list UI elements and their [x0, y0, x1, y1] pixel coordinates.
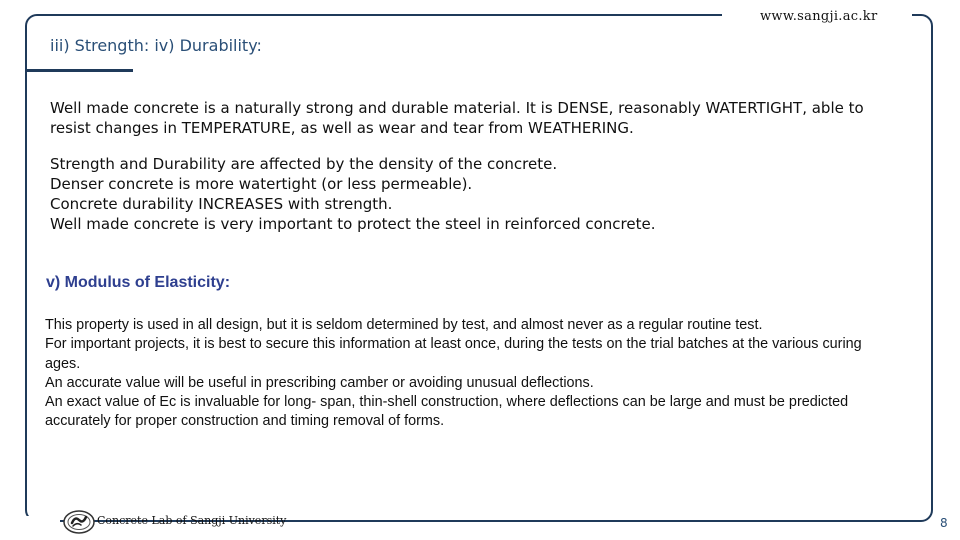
intro-paragraph: Well made concrete is a naturally strong and durable material. It is DENSE, reasonably WATERTIGHT, able to resist changes in TEMPERATURE, as well as wear and tear from WEATHERING. — [50, 99, 864, 137]
modulus-line: This property is used in all design, but it is seldom determined by test, and almost never as a regular routine test. — [45, 317, 763, 333]
modulus-line: An exact value of Ec is invaluable for long- span, thin-shell construction, where deflections can be large and must be predicted accurately for proper construction and timing removal of forms. — [45, 394, 849, 430]
page-number: 8 — [940, 516, 948, 530]
title-underline — [27, 69, 133, 72]
frame-gap-bottom — [24, 516, 60, 528]
section-title-modulus: v) Modulus of Elasticity: — [46, 274, 231, 291]
slide-frame — [25, 14, 933, 522]
durability-line: Strength and Durability are affected by the density of the concrete. — [50, 155, 558, 173]
durability-lines — [50, 154, 910, 234]
durability-line: Denser concrete is more watertight (or less permeable). — [50, 175, 473, 193]
durability-line: Well made concrete is very important to protect the steel in reinforced concrete. — [50, 215, 656, 233]
sangji-logo-icon — [62, 508, 96, 536]
footer-label: Concrete Lab of Sangji University — [97, 514, 287, 527]
section-title-strength-durability: iii) Strength: iv) Durability: — [50, 36, 262, 55]
header-url: www.sangji.ac.kr — [760, 9, 878, 24]
modulus-line: For important projects, it is best to secure this information at least once, during the tests on the trial batches at the various curing ages. — [45, 336, 862, 372]
durability-line: Concrete durability INCREASES with strength. — [50, 195, 393, 213]
modulus-line: An accurate value will be useful in prescribing camber or avoiding unusual deflections. — [45, 374, 594, 391]
modulus-lines — [45, 316, 890, 432]
